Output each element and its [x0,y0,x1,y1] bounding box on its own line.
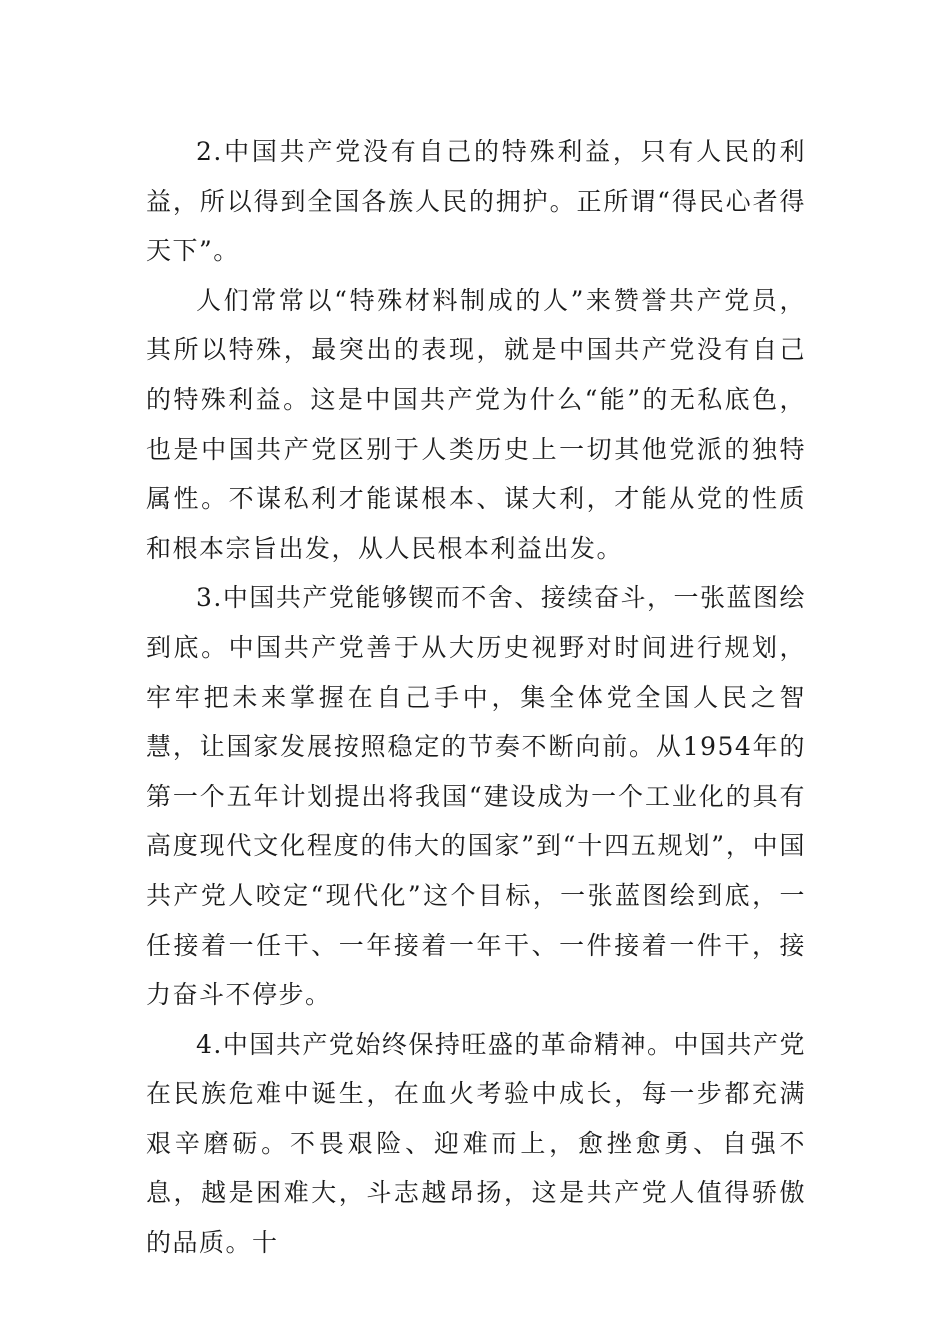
paragraph-point-4: 4.中国共产党始终保持旺盛的革命精神。中国共产党在民族危难中诞生，在血火考验中成长，每一步都充满艰辛磨砺。不畏艰险、迎难而上，愈挫愈勇、自强不息，越是困难大，斗志越昂扬，这是共产党人值得骄傲的品质。十 [146,1029,806,1258]
document-body [146,127,806,1268]
paragraph-point-3: 3.中国共产党能够锲而不舍、接续奋斗，一张蓝图绘到底。中国共产党善于从大历史视野对时间进行规划，牢牢把未来掌握在自己手中，集全体党全国人民之智慧，让国家发展按照稳定的节奏不断向前。从1954年的第一个五年计划提出将我国“建设成为一个工业化的具有高度现代文化程度的伟大的国家”到“十四五规划”，中国共产党人咬定“现代化”这个目标，一张蓝图绘到底，一任接着一任干、一年接着一年干、一件接着一件干，接力奋斗不停步。 [146,583,806,1010]
paragraph-point-2: 2.中国共产党没有自己的特殊利益，只有人民的利益，所以得到全国各族人民的拥护。正所谓“得民心者得天下”。 [146,137,806,266]
paragraph-special-interests: 人们常常以“特殊材料制成的人”来赞誉共产党员，其所以特殊，最突出的表现，就是中国共产党没有自己的特殊利益。这是中国共产党为什么“能”的无私底色，也是中国共产党区别于人类历史上一切其他党派的独特属性。不谋私利才能谋根本、谋大利，才能从党的性质和根本宗旨出发，从人民根本利益出发。 [146,285,806,563]
